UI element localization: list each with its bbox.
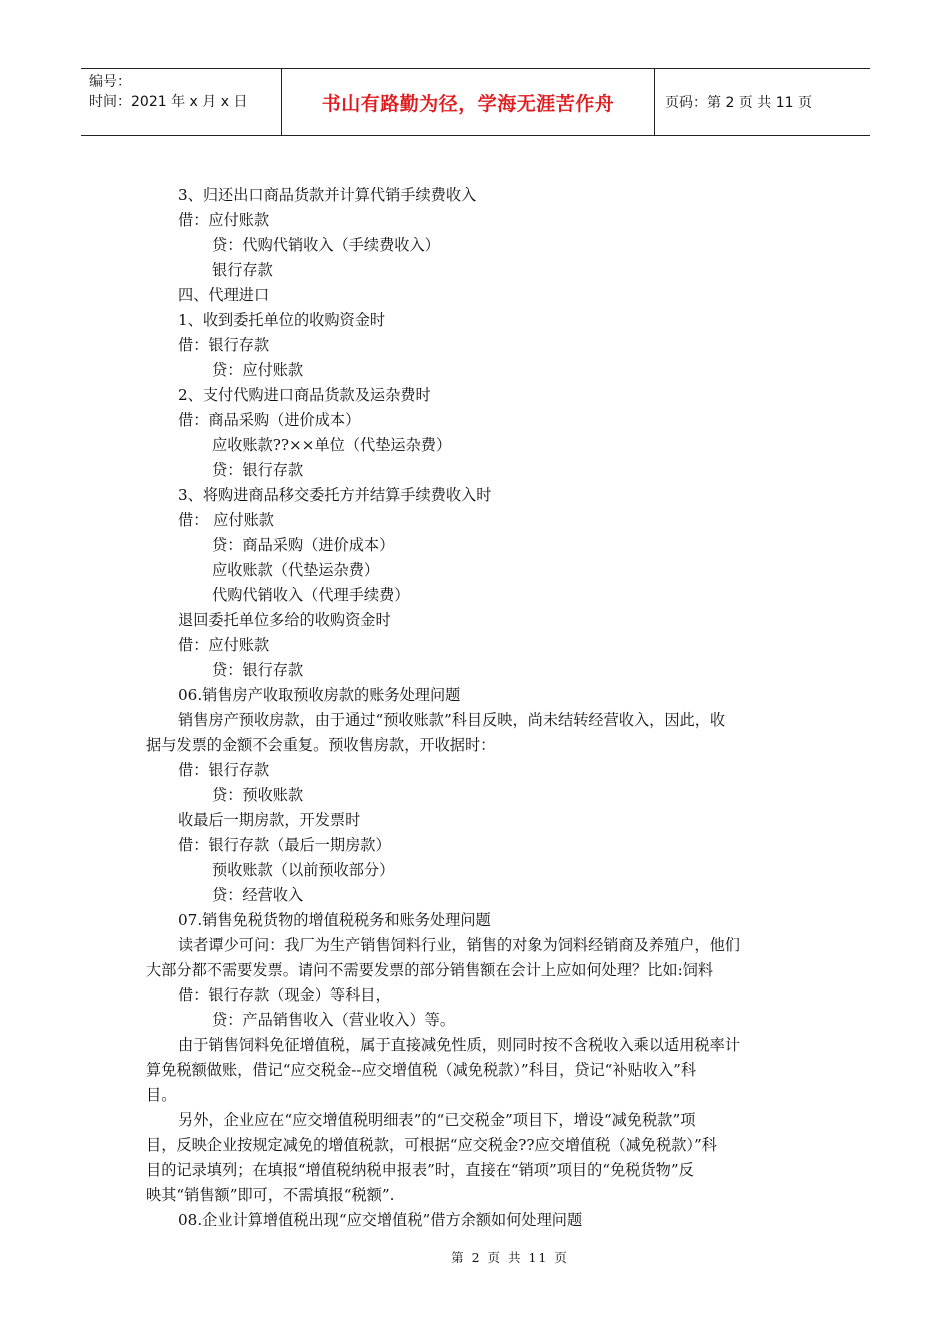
body-line: 贷：代购代销收入（手续费收入） (212, 236, 440, 254)
body-line: 代购代销收入（代理手续费） (212, 586, 410, 604)
body-line: 银行存款 (212, 261, 273, 279)
body-line: 另外，企业应在“应交增值税明细表”的“已交税金”项目下，增设“减免税款”项 (178, 1111, 696, 1129)
body-line: 贷：商品采购（进价成本） (212, 536, 395, 554)
section-heading: 08.企业计算增值税出现“应交增值税”借方余额如何处理问题 (178, 1211, 583, 1229)
body-line: 借： 应付账款 (178, 511, 274, 529)
body-line: 贷：预收账款 (212, 786, 304, 804)
body-line: 借：银行存款 (178, 761, 270, 779)
body-line: 借：应付账款 (178, 636, 270, 654)
body-line: 贷：银行存款 (212, 661, 304, 679)
body-line: 四、代理进口 (178, 286, 270, 304)
body-line: 借：银行存款（现金）等科目， (178, 986, 391, 1004)
document-number-label: 编号： (89, 74, 131, 90)
body-line: 读者谭少可问：我厂为生产销售饲料行业，销售的对象为饲料经销商及养殖户，他们 (178, 936, 740, 954)
document-date-label: 时间：2021 年 x 月 x 日 (89, 94, 248, 110)
body-line: 据与发票的金额不会重复。预收售房款，开收据时： (146, 736, 496, 754)
body-line: 贷：产品销售收入（营业收入）等。 (212, 1011, 455, 1029)
page-footer: 第 2 页 共 11 页 (451, 1250, 569, 1265)
body-line: 目的记录填列；在填报“增值税纳税申报表”时，直接在“销项”项目的“免税货物”反 (146, 1161, 694, 1179)
body-line: 借：商品采购（进价成本） (178, 411, 361, 429)
body-line: 收最后一期房款，开发票时 (178, 811, 361, 829)
body-line: 目，反映企业按规定减免的增值税款，可根据“应交税金??应交增值税（减免税款）”科 (146, 1136, 717, 1154)
body-line: 3、将购进商品移交委托方并结算手续费收入时 (178, 486, 492, 504)
section-heading: 06.销售房产收取预收房款的账务处理问题 (178, 686, 461, 704)
body-line: 借：银行存款 (178, 336, 270, 354)
section-heading: 07.销售免税货物的增值税税务和账务处理问题 (178, 911, 491, 929)
body-line: 贷：经营收入 (212, 886, 304, 904)
body-line: 应收账款（代垫运杂费） (212, 561, 380, 579)
body-line: 贷：应付账款 (212, 361, 304, 379)
body-line: 映其“销售额”即可，不需填报“税额”. (146, 1186, 395, 1204)
header-motto-cell (282, 69, 655, 135)
header-meta-cell (81, 69, 282, 135)
body-line: 贷：银行存款 (212, 461, 304, 479)
body-line: 借：应付账款 (178, 211, 270, 229)
body-line: 预收账款（以前预收部分） (212, 861, 395, 879)
body-line: 1、收到委托单位的收购资金时 (178, 311, 386, 329)
body-line: 2、支付代购进口商品货款及运杂费时 (178, 386, 431, 404)
body-line: 大部分都不需要发票。请问不需要发票的部分销售额在会计上应如何处理？比如:饲料 (146, 961, 714, 979)
body-line: 由于销售饲料免征增值税，属于直接减免性质，则同时按不含税收入乘以适用税率计 (178, 1036, 740, 1054)
body-line: 算免税额做账，借记“应交税金--应交增值税（减免税款）”科目，贷记“补贴收入”科 (146, 1061, 697, 1079)
header-page-cell (655, 69, 870, 135)
body-line: 借：银行存款（最后一期房款） (178, 836, 391, 854)
body-line: 销售房产预收房款，由于通过“预收账款”科目反映，尚未结转经营收入，因此，收 (178, 711, 726, 729)
header-motto: 书山有路勤为径，学海无涯苦作舟 (321, 92, 615, 115)
body-line: 退回委托单位多给的收购资金时 (178, 611, 391, 629)
body-line: 应收账款??××单位（代垫运杂费） (212, 436, 452, 454)
body-line: 3、归还出口商品货款并计算代销手续费收入 (178, 186, 477, 204)
body-line: 目。 (146, 1086, 177, 1104)
header-page-number: 页码：第 2 页 共 11 页 (665, 95, 812, 111)
page-header (81, 68, 870, 136)
